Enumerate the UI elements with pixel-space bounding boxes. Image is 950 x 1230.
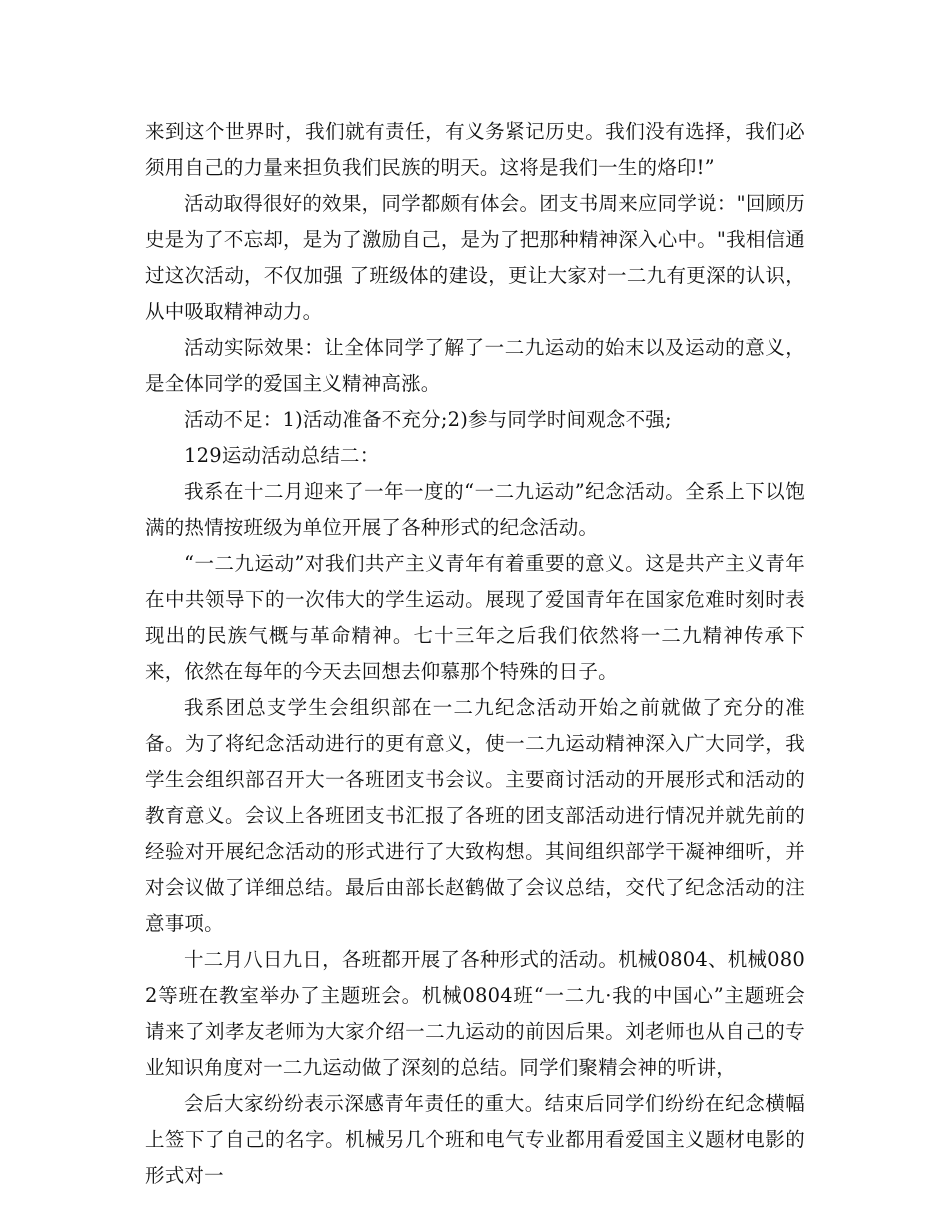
paragraph-8: 我系团总支学生会组织部在一二九纪念活动开始之前就做了充分的准备。为了将纪念活动进行的更有意义，使一二九运动精神深入广大同学，我学生会组织部召开大一各班团支书会议。主要商讨活动的开展形式和活动的教育意义。会议上各班团支书汇报了各班的团支部活动进行情况并就先前的经验对开展纪念活动的形式进行了大致构想。其间组织部学干凝神细听，并对会议做了详细总结。最后由部长赵鹤做了会议总结，交代了纪念活动的注意事项。 bbox=[145, 696, 805, 935]
paragraph-9: 十二月八日九日，各班都开展了各种形式的活动。机械0804、机械0802等班在教室举办了主题班会。机械0804班“一二九·我的中国心”主题班会请来了刘孝友老师为大家介绍一二九运动的前因后果。刘老师也从自己的专业知识角度对一二九运动做了深刻的总结。同学们聚精会神的听讲， bbox=[145, 948, 805, 1079]
section-heading: 129运动活动总结二： bbox=[184, 444, 380, 467]
paragraph-4: 活动不足：1)活动准备不充分;2)参与同学时间观念不强; bbox=[184, 408, 672, 431]
document-body bbox=[145, 114, 805, 1194]
paragraph-7: “一二九运动”对我们共产主义青年有着重要的意义。这是共产主义青年在中共领导下的一次伟大的学生运动。展现了爱国青年在国家危难时刻时表现出的民族气概与革命精神。七十三年之后我们依然将一二九精神传承下来，依然在每年的今天去回想去仰慕那个特殊的日子。 bbox=[145, 552, 805, 683]
paragraph-3: 活动实际效果：让全体同学了解了一二九运动的始末以及运动的意义，是全体同学的爱国主义精神高涨。 bbox=[145, 336, 805, 395]
paragraph-10: 会后大家纷纷表示深感青年责任的重大。结束后同学们纷纷在纪念横幅上签下了自己的名字。机械另几个班和电气专业都用看爱国主义题材电影的形式对一 bbox=[145, 1092, 805, 1187]
paragraph-6: 我系在十二月迎来了一年一度的“一二九运动”纪念活动。全系上下以饱满的热情按班级为单位开展了各种形式的纪念活动。 bbox=[145, 480, 805, 539]
paragraph-2: 活动取得很好的效果，同学都颇有体会。团支书周来应同学说："回顾历史是为了不忘却，是为了激励自己，是为了把那种精神深入心中。"我相信通过这次活动，不仅加强 了班级体的建设，更让大家对一二九有更深的认识，从中吸取精神动力。 bbox=[145, 192, 805, 323]
paragraph-1: 来到这个世界时，我们就有责任，有义务紧记历史。我们没有选择，我们必须用自己的力量来担负我们民族的明天。这将是我们一生的烙印!” bbox=[145, 120, 805, 179]
